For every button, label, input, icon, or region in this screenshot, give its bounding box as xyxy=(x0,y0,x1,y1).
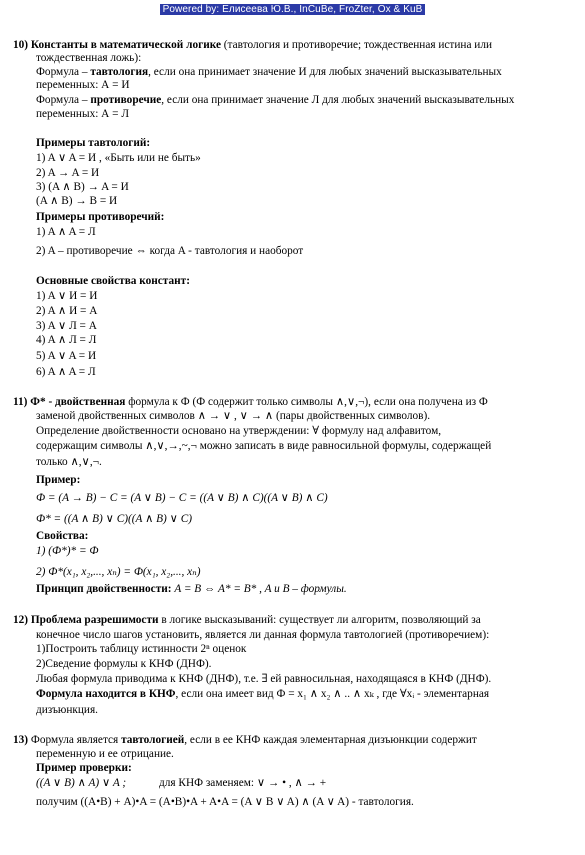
s12-line5: Любая формула приводима к КНФ (ДНФ), т.е. ∃ ей равносильная, находящаяся в КНФ (ДНФ). xyxy=(36,673,492,685)
s10-f1c: , если она принимает значение И для любых значений высказывательных xyxy=(148,66,502,78)
s12-line1: в логике высказываний: существует ли алгоритм, позволяющий за xyxy=(158,614,481,626)
s10-title-rest: (тавтология и противоречие; тождественная истина или xyxy=(220,39,493,51)
s10-f2c: , если она принимает значение Л для любых значений высказывательных xyxy=(161,94,515,106)
s12-head-line xyxy=(13,614,481,627)
s10-prop-3: 3) A ∨ Л = A xyxy=(36,320,97,332)
s10-taut-def xyxy=(36,66,502,79)
s11-prop-2: 2) Ф*(x₁, x₂,..., xₙ) = Ф(x₁, x₂,..., xₙ) xyxy=(36,566,201,578)
s13-head-line xyxy=(13,734,477,747)
s10-f1b: тавтология xyxy=(90,66,149,78)
s10-taut-heading: Примеры тавтологий: xyxy=(36,137,151,149)
s12-line6-bold: Формула находится в КНФ xyxy=(36,688,176,700)
s10-taut-2: 2) A → A = И xyxy=(36,167,100,179)
s11-prop-1: 1) (Ф*)* = Ф xyxy=(36,545,99,557)
s12-head: Проблема разрешимости xyxy=(30,614,159,626)
s10-taut-3: 3) (A ∧ B) → A = И xyxy=(36,181,129,193)
s13-number: 13) xyxy=(13,734,29,746)
s10-prop-4: 4) A ∧ Л = Л xyxy=(36,334,97,346)
s13-example-1-formula: ((A ∨ B) ∧ A) ∨ A ; xyxy=(36,777,127,789)
s12-line3: 1)Построить таблицу истинности 2ⁿ оценок xyxy=(36,643,247,655)
s10-contr-heading: Примеры противоречий: xyxy=(36,211,165,223)
s10-contr-def-2: переменных: А = Л xyxy=(36,108,130,120)
s11-head-rest: формула к Ф (Ф содержит только символы ∧,∨,¬), если она получена из Ф xyxy=(125,396,488,408)
s13-example-1-note: для КНФ заменяем: ∨ → • , ∧ → + xyxy=(159,777,327,789)
s13-line2: переменную и ее отрицание. xyxy=(36,748,174,760)
s11-principle-text: A = B ⇔ A* = B* , A и B – формулы. xyxy=(171,583,347,595)
s11-line2: заменой двойственных символов ∧ → ∨ , ∨ → ∧ (пары двойственных символов). xyxy=(36,410,431,422)
s11-example-1: Ф = (A → B) − C = (A ∨ B) − C = ((A ∨ B) ∧ C)((A ∨ B) ∧ C) xyxy=(36,492,328,504)
s12-line4: 2)Сведение формулы к КНФ (ДНФ). xyxy=(36,658,212,670)
s13-line1c: , если в ее КНФ каждая элементарная дизъюнкции содержит xyxy=(184,734,477,746)
s11-example-2: Ф* = ((A ∧ B) ∨ C)((A ∧ B) ∨ C) xyxy=(36,513,193,525)
s11-principle xyxy=(36,583,347,596)
s10-taut-4: (A ∧ B) → B = И xyxy=(36,195,118,207)
s10-taut-def-2: переменных: А = И xyxy=(36,79,130,91)
s11-line4: содержащим символы ∧,∨,→,~,¬ можно записать в виде равносильной формулы, содержащей xyxy=(36,440,492,452)
s11-props-heading: Свойства: xyxy=(36,530,89,542)
s10-taut-1: 1) A ∨ A = И , «Быть или не быть» xyxy=(36,152,201,164)
s11-line5: только ∧,∨,¬. xyxy=(36,456,102,468)
s10-title: Константы в математической логике xyxy=(30,39,221,51)
s11-head-line xyxy=(13,396,488,409)
s12-line6-rest: , если она имеет вид Ф = x₁ ∧ x₂ ∧ .. ∧ xₖ , где ∀xᵢ - элементарная xyxy=(175,688,490,700)
banner-text: Powered by: Елисеева Ю.В., InCuBe, FroZter, Ox & KuB xyxy=(160,4,426,15)
s13-example-2: получим ((A•B) + A)•A = (A•B)•A + A•A = (A ∨ B ∨ A) ∧ (A ∨ A) - тавтология. xyxy=(36,796,414,808)
s10-title-line xyxy=(13,39,492,52)
s13-example-1 xyxy=(36,777,326,790)
s11-number: 11) xyxy=(13,396,28,408)
s10-prop-2: 2) A ∧ И = A xyxy=(36,305,98,317)
s10-props-heading: Основные свойства констант: xyxy=(36,275,190,287)
s11-line3: Определение двойственности основано на утверждении: ∀ формулу над алфавитом, xyxy=(36,425,442,437)
s13-line1b: тавтологией xyxy=(121,734,185,746)
s13-example-heading: Пример проверки: xyxy=(36,762,132,774)
s11-head-bold: Ф* - двойственная xyxy=(30,396,126,408)
s10-f1a: Формула – xyxy=(36,66,91,78)
s13-line1a: Формула является xyxy=(30,734,122,746)
s10-prop-5: 5) A ∨ A = И xyxy=(36,350,97,362)
s12-line7: дизъюнкция. xyxy=(36,704,98,716)
s10-f2a: Формула – xyxy=(36,94,91,106)
s10-f2b: противоречие xyxy=(90,94,162,106)
s12-number: 12) xyxy=(13,614,29,626)
s12-line6 xyxy=(36,688,489,701)
s10-prop-6: 6) A ∧ A = Л xyxy=(36,366,96,378)
s10-number: 10) xyxy=(13,39,29,51)
s10-contr-def xyxy=(36,94,514,107)
s10-contr-2: 2) A – противоречие ⇔ когда A - тавтология и наоборот xyxy=(36,245,304,257)
s10-contr-1: 1) A ∧ A = Л xyxy=(36,226,96,238)
s10-prop-1: 1) A ∨ И = И xyxy=(36,290,98,302)
s12-line2: конечное число шагов установить, является ли данная формула тавтологией (противоречием): xyxy=(36,629,490,641)
powered-by-banner xyxy=(0,3,585,15)
s10-title-line2: тождественная ложь): xyxy=(36,52,142,64)
s11-example-heading: Пример: xyxy=(36,474,81,486)
s11-principle-head: Принцип двойственности: xyxy=(36,583,172,595)
